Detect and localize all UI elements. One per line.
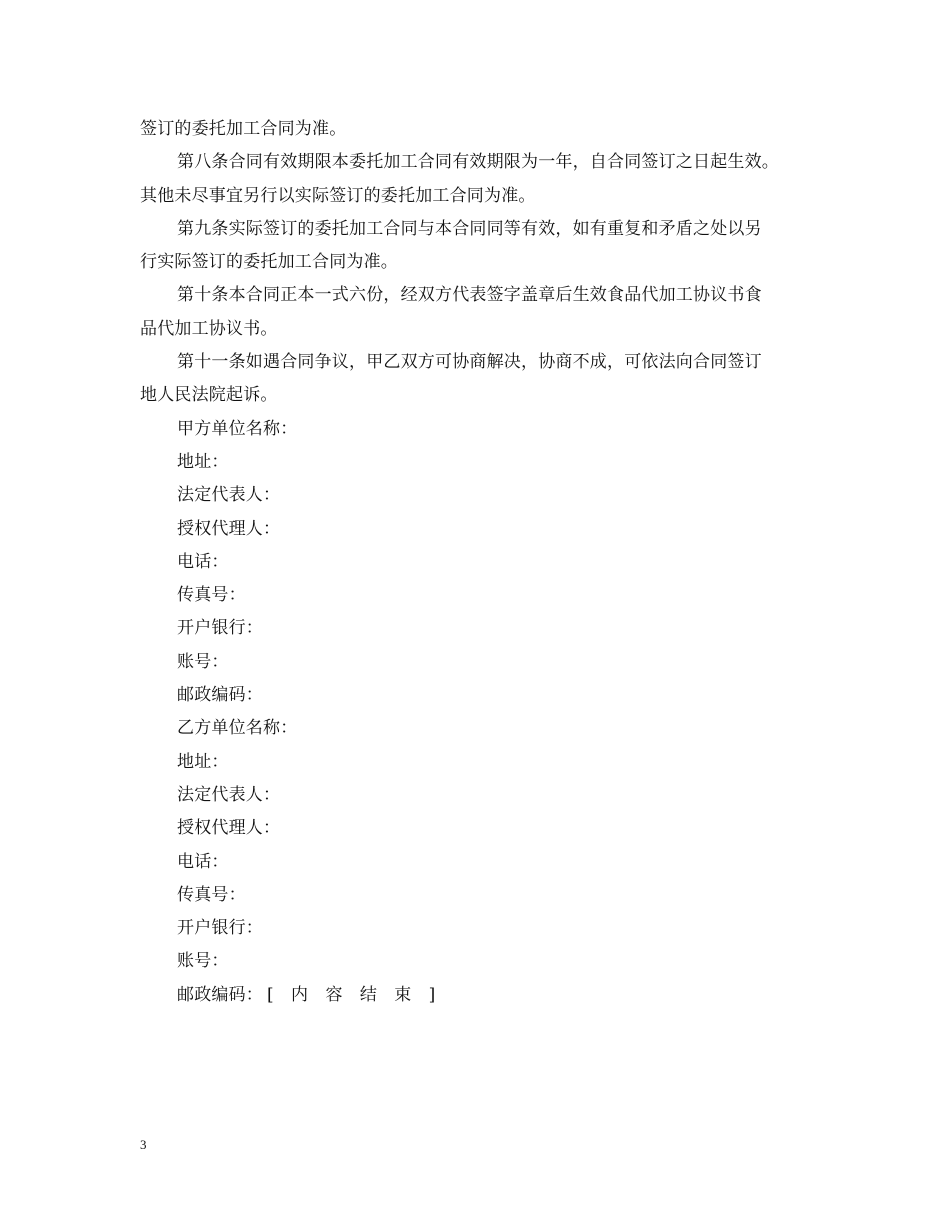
contract-body <box>140 113 830 1012</box>
body-line: 邮政编码： <box>177 685 263 706</box>
body-line: 地人民法院起诉。 <box>140 385 278 406</box>
body-line: 账号： <box>177 951 229 972</box>
content-end-marker: [ 内 容 结 束 ] <box>267 984 442 1005</box>
body-line: 传真号： <box>177 884 246 905</box>
body-line: 传真号： <box>177 585 246 606</box>
body-line: 开户银行： <box>177 618 263 639</box>
body-line: 授权代理人： <box>177 518 281 539</box>
body-line: 行实际签订的委托加工合同为准。 <box>140 252 398 273</box>
body-line: 电话： <box>177 551 229 572</box>
body-line: 法定代表人： <box>177 485 281 506</box>
body-line: 第九条实际签订的委托加工合同与本合同同等有效，如有重复和矛盾之处以另 <box>177 218 762 239</box>
body-line: 法定代表人： <box>177 784 281 805</box>
postal-code-label: 邮政编码： <box>177 984 263 1005</box>
body-line: 乙方单位名称： <box>177 718 298 739</box>
postal-code-line-final <box>140 979 830 1012</box>
body-line: 品代加工协议书。 <box>140 318 278 339</box>
body-line: 电话： <box>177 851 229 872</box>
body-line: 其他未尽事宜另行以实际签订的委托加工合同为准。 <box>140 185 536 206</box>
body-line: 地址： <box>177 751 229 772</box>
body-line: 第八条合同有效期限本委托加工合同有效期限为一年，自合同签订之日起生效。 <box>177 152 779 173</box>
body-line: 开户银行： <box>177 918 263 939</box>
body-line: 签订的委托加工合同为准。 <box>140 119 347 139</box>
body-line: 第十一条如遇合同争议，甲乙双方可协商解决，协商不成，可依法向合同签订 <box>177 352 762 373</box>
body-line: 第十条本合同正本一式六份，经双方代表签字盖章后生效食品代加工协议书食 <box>177 285 762 306</box>
body-line: 地址： <box>177 451 229 472</box>
body-line: 授权代理人： <box>177 818 281 839</box>
body-line: 甲方单位名称： <box>177 418 298 439</box>
body-line: 账号： <box>177 651 229 672</box>
page-number: 3 <box>140 1137 147 1152</box>
